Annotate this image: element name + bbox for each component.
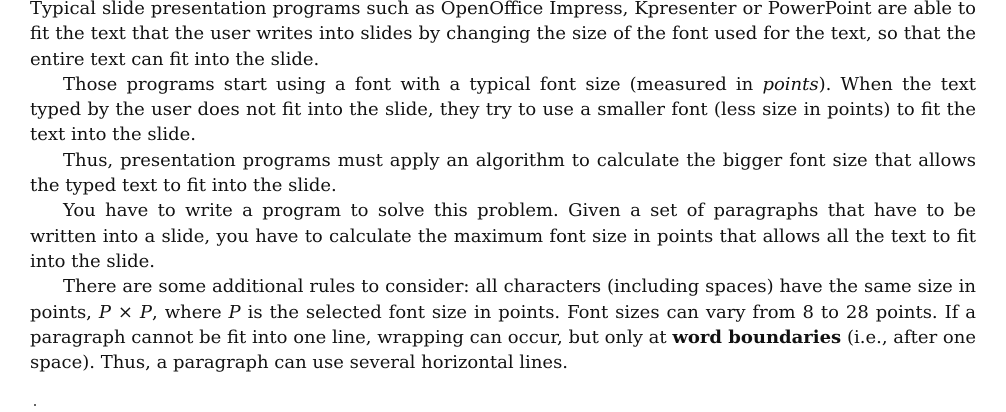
paragraph-2 <box>30 72 976 148</box>
page-speck <box>34 404 36 406</box>
math-times: × <box>110 301 140 323</box>
paragraph-5 <box>30 274 976 375</box>
math-var-p: P <box>139 301 153 323</box>
points-emphasis: points <box>762 73 819 95</box>
problem-statement <box>30 0 976 375</box>
paragraph-1-text: Typical slide presentation programs such as OpenOffice Impress, Kpresenter or PowerPoint are able to fit the text that the user writes into slides by changing the size of the font used for the text, so that the entire text can fit into the slide. <box>30 0 976 70</box>
word-boundaries-bold: word boundaries <box>672 326 842 348</box>
paragraph-4 <box>30 198 976 274</box>
paragraph-2-after: ). When the text typed by the user does not fit into the slide, they try to use a smaller font (less size in points) to fit the text into the slide. <box>30 73 976 146</box>
paragraph-4-text: You have to write a program to solve this problem. Given a set of paragraphs that have to be written into a slide, you have to calculate the maximum font size in points that allows all the text to fit into the slide. <box>30 200 976 272</box>
math-var-p: P <box>228 301 241 323</box>
paragraph-5-part2: , where <box>152 301 229 323</box>
paragraph-5-part4: (i.e., after one space). Thus, a paragraph can use several horizontal lines. <box>30 326 977 374</box>
paragraph-5-part1: There are some additional rules to consider: all characters (including spaces) have the same size in points, <box>30 276 976 323</box>
math-var-p: P <box>98 301 111 323</box>
paragraph-5-part3: is the selected font size in points. Font sizes can vary from 8 to 28 points. If a paragraph cannot be fit into one line, wrapping can occur, but only at <box>30 301 977 348</box>
paragraph-3-text: Thus, presentation programs must apply an algorithm to calculate the bigger font size that allows the typed text to fit into the slide. <box>30 149 976 197</box>
paragraph-3 <box>30 148 976 199</box>
paragraph-2-before: Those programs start using a font with a typical font size (measured in <box>63 73 763 95</box>
paragraph-1 <box>30 0 976 72</box>
